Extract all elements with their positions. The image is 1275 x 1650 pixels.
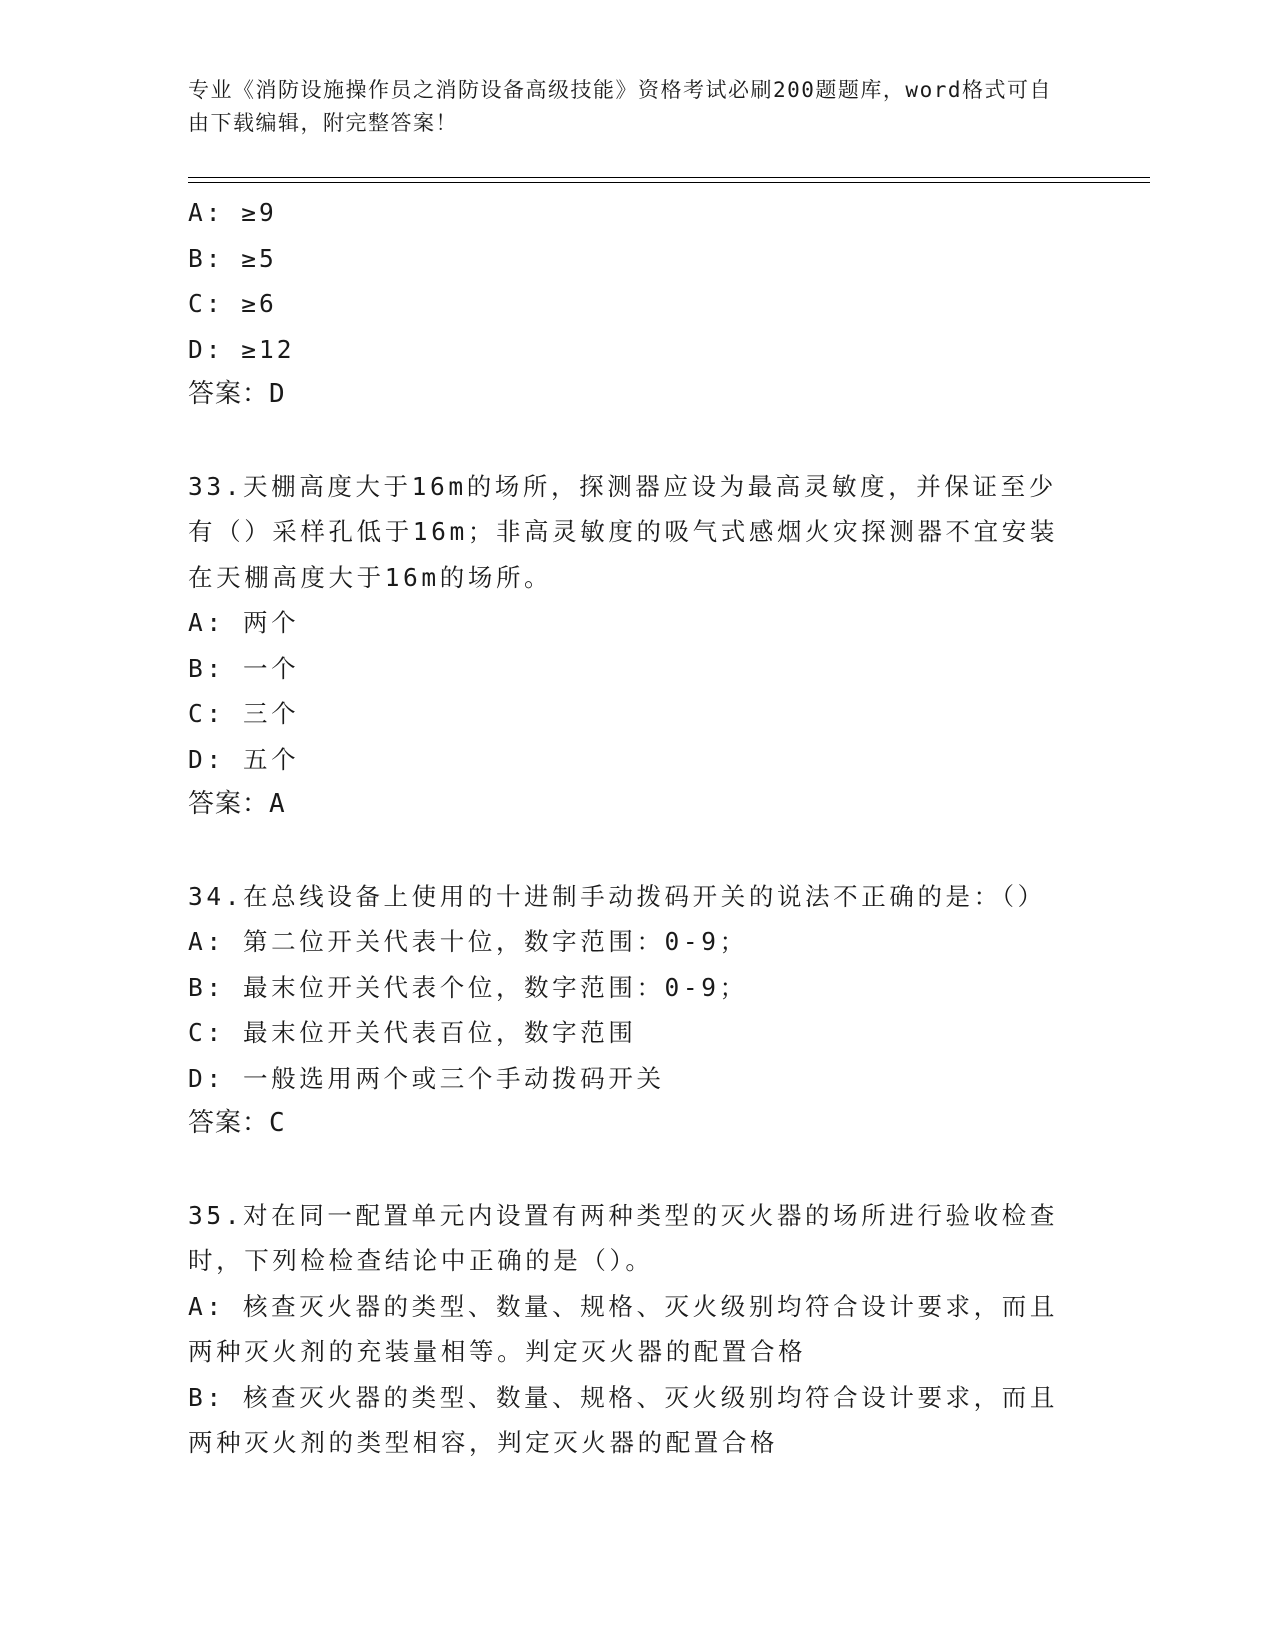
question-stem-line: 34.在总线设备上使用的十进制手动拨码开关的说法不正确的是：（） xyxy=(188,881,1046,911)
question-stem-line: 在天棚高度大于16m的场所。 xyxy=(188,562,553,592)
question-stem-line: 时，下列检检查结论中正确的是（）。 xyxy=(188,1246,654,1275)
answer-label: 答案：C xyxy=(188,1108,286,1138)
option-b-line: B: 核查灭火器的类型、数量、规格、灭火级别均符合设计要求，而且 xyxy=(188,1382,1058,1412)
option-d: D: 五个 xyxy=(188,744,300,774)
option-a: A: ≥9 xyxy=(188,198,277,227)
question-stem-line: 有（）采样孔低于16m；非高灵敏度的吸气式感烟火灾探测器不宜安装 xyxy=(188,517,1058,546)
option-b: B: 最末位开关代表个位，数字范围：0-9； xyxy=(188,972,748,1002)
spacer xyxy=(188,418,1088,464)
header-divider-top xyxy=(188,177,1150,178)
question-stem-line: 33.天棚高度大于16m的场所，探测器应设为最高灵敏度，并保证至少 xyxy=(188,471,1057,501)
option-d: D: ≥12 xyxy=(188,334,295,364)
answer-label: 答案：A xyxy=(188,789,286,819)
question-35 xyxy=(188,1193,1088,1466)
document-header xyxy=(188,74,1068,140)
option-b: B: 一个 xyxy=(188,653,300,683)
question-stem-line: 35.对在同一配置单元内设置有两种类型的灭火器的场所进行验收检查 xyxy=(188,1200,1058,1230)
question-34 xyxy=(188,874,1088,1147)
option-c: C: 三个 xyxy=(188,699,300,728)
header-divider-bottom xyxy=(188,182,1150,183)
option-c: C: ≥6 xyxy=(188,289,277,318)
option-b-line: 两种灭火剂的类型相容，判定灭火器的配置合格 xyxy=(188,1428,779,1457)
answer-label: 答案：D xyxy=(188,379,286,409)
question-32-tail xyxy=(188,190,1088,418)
option-c: C: 最末位开关代表百位，数字范围 xyxy=(188,1018,637,1047)
option-a-line: A: 核查灭火器的类型、数量、规格、灭火级别均符合设计要求，而且 xyxy=(188,1291,1058,1321)
question-33 xyxy=(188,464,1088,828)
spacer xyxy=(188,828,1088,874)
option-b: B: ≥5 xyxy=(188,243,277,273)
option-a: A: 第二位开关代表十位，数字范围：0-9； xyxy=(188,927,748,956)
option-a-line: 两种灭火剂的充装量相等。判定灭火器的配置合格 xyxy=(188,1337,807,1366)
option-d: D: 一般选用两个或三个手动拨码开关 xyxy=(188,1063,665,1093)
option-a: A: 两个 xyxy=(188,608,300,637)
header-title: 专业《消防设施操作员之消防设备高级技能》资格考试必刷200题题库，word格式可自由下载编辑，附完整答案！ xyxy=(188,78,1052,135)
spacer xyxy=(188,1147,1088,1193)
question-list xyxy=(188,190,1088,1466)
